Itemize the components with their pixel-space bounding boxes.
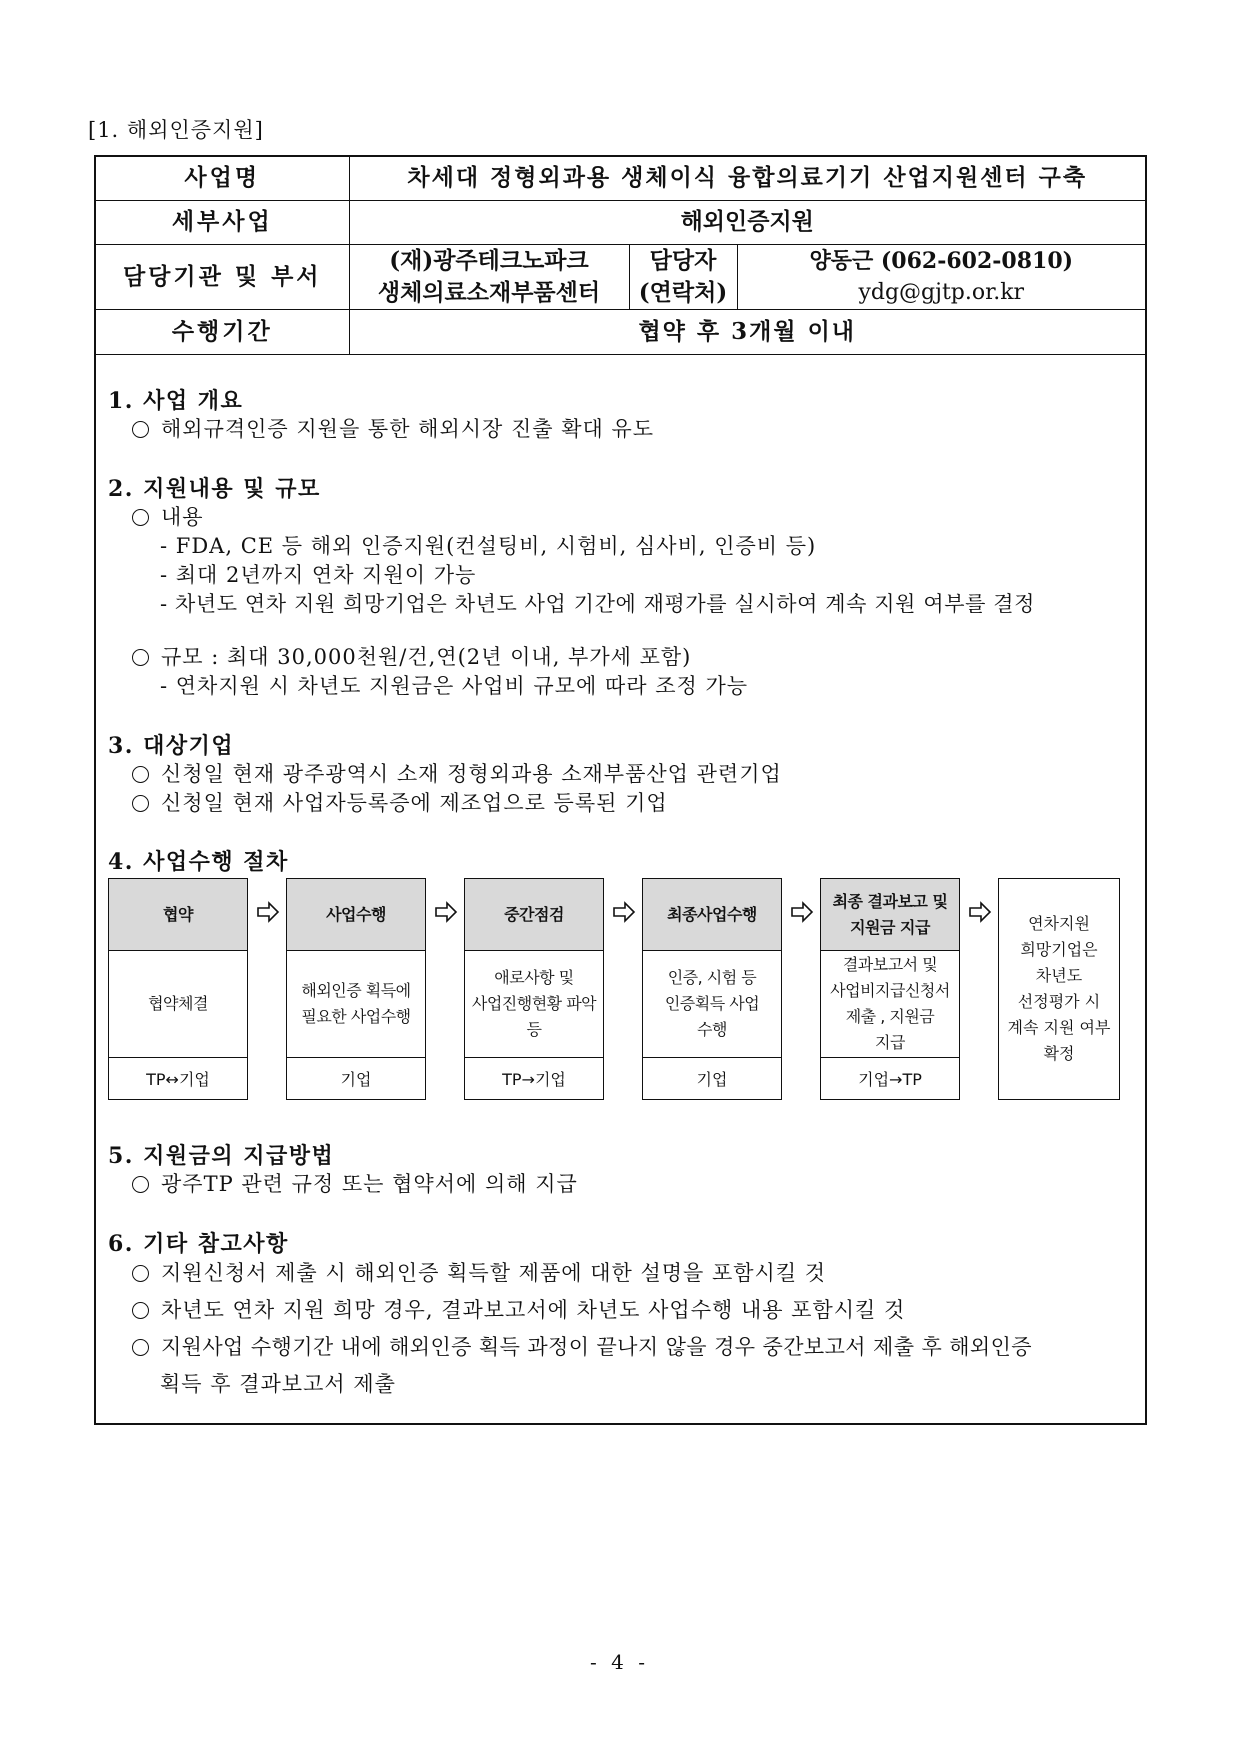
circle-bullet-icon (132, 421, 149, 438)
flow-renewal-line: 연차지원 (1028, 914, 1090, 933)
flow-step-final-report (820, 878, 960, 1100)
process-flowchart (108, 878, 1138, 1103)
section6-title: 6. 기타 참고사항 (108, 1231, 289, 1257)
flow-desc-line: 등 (526, 1020, 542, 1039)
section6-item3-text: 지원사업 수행기간 내에 해외인증 획득 과정이 끝나지 않을 경우 중간보고서 제출 후 해외인증 (161, 1335, 1032, 1359)
flow-step-actor: TP↔기업 (146, 1069, 210, 1089)
section3-item1-text: 신청일 현재 광주광역시 소재 정형외과용 소재부품산업 관련기업 (161, 762, 782, 786)
flow-renewal-line: 희망기업은 (1020, 940, 1098, 959)
flow-step-actor: 기업 (340, 1069, 372, 1089)
section6-item1 (132, 1257, 826, 1287)
section2-item2-text: 규모 : 최대 30,000천원/건,연(2년 이내, 부가세 포함) (161, 645, 692, 669)
flow-desc-line: 해외인증 획득에 (301, 981, 411, 1000)
circle-bullet-icon (132, 766, 149, 783)
org-line1: (재)광주테크노파크 (389, 246, 589, 274)
project-label: 사업명 (96, 157, 349, 200)
circle-bullet-icon (132, 1339, 149, 1356)
section3-item2-text: 신청일 현재 사업자등록증에 제조업으로 등록된 기업 (161, 791, 668, 815)
org-row (96, 244, 1145, 309)
period-value: 협약 후 3개월 이내 (349, 309, 1145, 354)
detail-row (96, 200, 1145, 244)
circle-bullet-icon (132, 649, 149, 666)
flow-step-interim-check (464, 878, 604, 1100)
section2-item1-text: 내용 (161, 505, 204, 529)
flow-step-title: 최종사업수행 (643, 879, 781, 951)
flow-title-line: 최종 결과보고 및 (832, 891, 948, 911)
section4-title: 4. 사업수행 절차 (108, 849, 289, 875)
section-tag: [1. 해외인증지원] (88, 118, 264, 142)
flow-step-desc: 협약체결 (109, 951, 247, 1058)
org-line2: 생체의료소재부품센터 (377, 278, 601, 306)
section1-title: 1. 사업 개요 (108, 388, 244, 414)
flow-step-title: 중간점검 (465, 879, 603, 951)
flow-step-desc (821, 951, 959, 1058)
flow-step-actor: 기업→TP (858, 1069, 922, 1089)
circle-bullet-icon (132, 795, 149, 812)
contact-label-line2: (연락처) (638, 278, 728, 306)
contact-email: ydg@gjtp.or.kr (858, 279, 1025, 305)
section6-item2-text: 차년도 연차 지원 희망 경우, 결과보고서에 차년도 사업수행 내용 포함시킬 것 (161, 1298, 906, 1322)
org-label: 담당기관 및 부서 (96, 244, 349, 309)
flow-renewal-line: 계속 지원 여부 (1007, 1018, 1111, 1037)
section2-sub1: - FDA, CE 등 해외 인증지원(컨설팅비, 시험비, 심사비, 인증비 등) (160, 534, 817, 558)
section2-item1 (132, 501, 204, 531)
contact-phone: 양동근 (062-602-0810) (809, 247, 1074, 274)
section6-item3 (132, 1331, 1032, 1361)
circle-bullet-icon (132, 1265, 149, 1282)
flow-desc-line: 결과보고서 및 (842, 955, 938, 974)
flow-renewal-line: 차년도 (1035, 966, 1083, 985)
contact-label-line1: 담당자 (649, 246, 717, 274)
flow-title-line: 지원금 지급 (850, 917, 930, 937)
flow-desc-line: 필요한 사업수행 (301, 1007, 411, 1026)
period-label: 수행기간 (96, 309, 349, 354)
section5-title: 5. 지원금의 지급방법 (108, 1143, 335, 1169)
section2-item2 (132, 641, 691, 671)
flow-desc-line: 사업비지급신청서 (830, 981, 950, 1000)
project-row (96, 157, 1145, 200)
flow-step-title: 사업수행 (287, 879, 425, 951)
section2-sub2: - 최대 2년까지 연차 지원이 가능 (160, 563, 477, 587)
flow-desc-line: 애로사항 및 (494, 968, 574, 987)
section1-item1 (132, 413, 654, 443)
circle-bullet-icon (132, 1302, 149, 1319)
flow-renewal-line: 선정평가 시 (1017, 992, 1101, 1011)
right-arrow-icon (790, 900, 814, 924)
info-table (96, 157, 1145, 355)
flow-step-agreement (108, 878, 248, 1100)
right-arrow-icon (968, 900, 992, 924)
flow-desc-line: 사업진행현황 파악 (471, 994, 597, 1013)
flow-step-renewal (998, 878, 1120, 1100)
flow-step-desc (465, 951, 603, 1058)
flow-step-actor: TP→기업 (502, 1069, 566, 1089)
flow-step-desc (643, 951, 781, 1058)
section6-item1-text: 지원신청서 제출 시 해외인증 획득할 제품에 대한 설명을 포함시킬 것 (161, 1261, 827, 1285)
right-arrow-icon (612, 900, 636, 924)
circle-bullet-icon (132, 509, 149, 526)
period-row (96, 309, 1145, 354)
flow-desc-line: 지급 (875, 1033, 905, 1052)
flow-desc-line: 인증획득 사업 (664, 994, 760, 1013)
section2-sub3: - 차년도 연차 지원 희망기업은 차년도 사업 기간에 재평가를 실시하여 계속 지원 여부를 결정 (160, 592, 1036, 616)
section2-sub4: - 연차지원 시 차년도 지원금은 사업비 규모에 따라 조정 가능 (160, 674, 749, 698)
flow-step-actor: 기업 (696, 1069, 728, 1089)
section1-item1-text: 해외규격인증 지원을 통한 해외시장 진출 확대 유도 (161, 417, 655, 441)
section6-item3-cont: 획득 후 결과보고서 제출 (160, 1372, 396, 1396)
contact-label (629, 244, 737, 309)
flow-renewal-line: 확정 (1043, 1044, 1075, 1063)
circle-bullet-icon (132, 1176, 149, 1193)
flow-step-title (821, 879, 959, 951)
page-number: - 4 - (590, 1650, 649, 1674)
section3-title: 3. 대상기업 (108, 733, 235, 759)
contact-value (737, 244, 1145, 309)
flow-desc-line: 제출 , 지원금 (845, 1007, 935, 1026)
flow-step-desc (287, 951, 425, 1058)
flow-desc-line: 수행 (697, 1020, 727, 1039)
flow-desc-line: 인증, 시험 등 (667, 968, 757, 987)
detail-label: 세부사업 (96, 200, 349, 244)
section3-item2 (132, 787, 668, 817)
section6-item2 (132, 1294, 905, 1324)
section5-item1 (132, 1168, 578, 1198)
section5-item1-text: 광주TP 관련 규정 또는 협약서에 의해 지급 (161, 1172, 578, 1196)
project-value: 차세대 정형외과용 생체이식 융합의료기기 산업지원센터 구축 (349, 157, 1145, 200)
section3-item1 (132, 758, 782, 788)
document-frame (94, 155, 1147, 1425)
section2-title: 2. 지원내용 및 규모 (108, 476, 321, 502)
right-arrow-icon (256, 900, 280, 924)
org-value (349, 244, 629, 309)
right-arrow-icon (434, 900, 458, 924)
flow-step-title: 협약 (109, 879, 247, 951)
flow-step-final-execution (642, 878, 782, 1100)
flow-step-execution (286, 878, 426, 1100)
detail-value: 해외인증지원 (349, 200, 1145, 244)
